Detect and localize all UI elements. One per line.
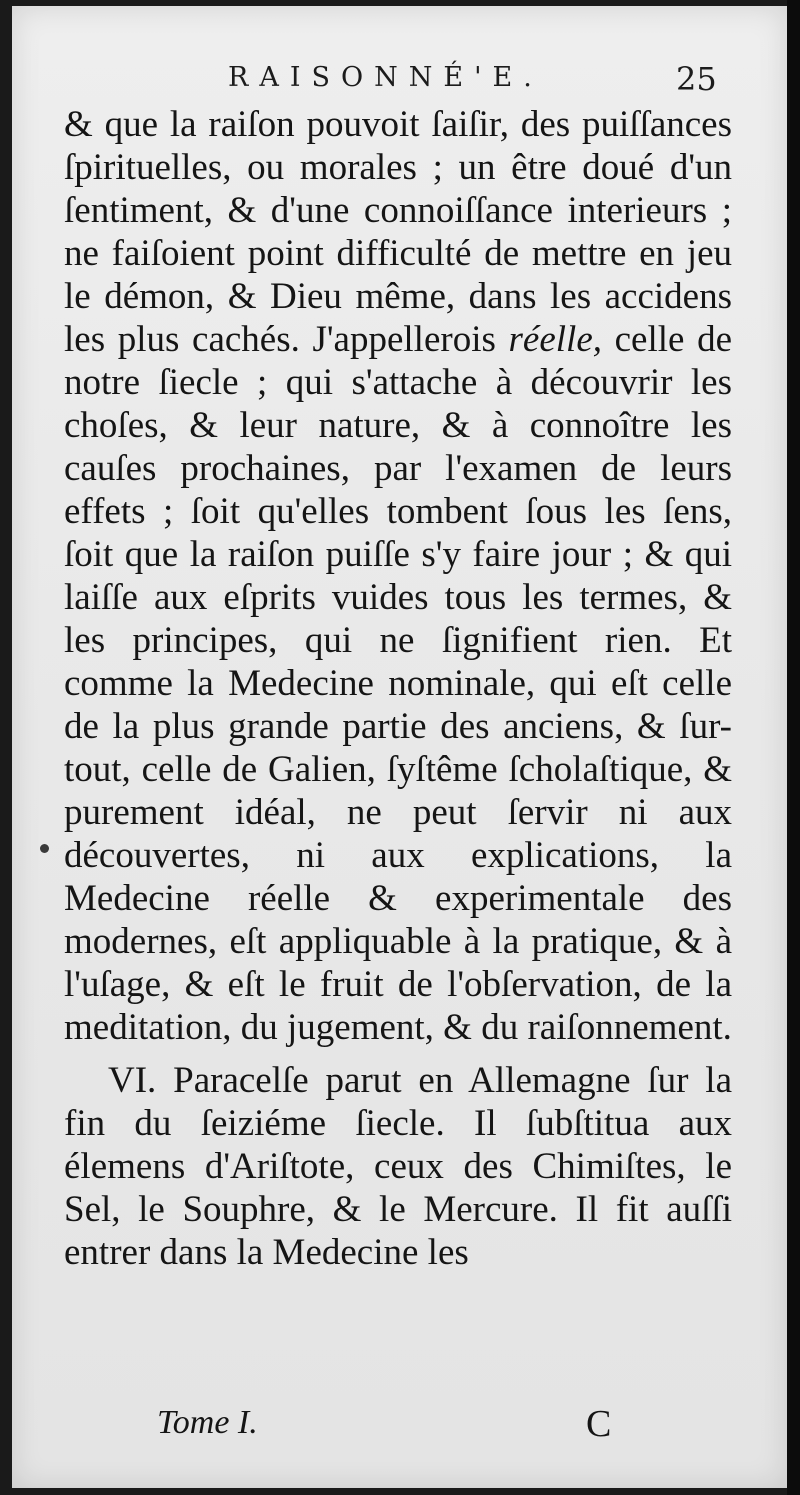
volume-label: Tome I.	[157, 1404, 258, 1441]
page-footer	[12, 1404, 787, 1454]
margin-ink-dot	[40, 844, 49, 853]
running-title: RAISONNÉ'E.	[228, 62, 543, 93]
italic-term: réelle,	[508, 319, 602, 360]
scan-edge	[787, 0, 800, 1495]
body-text	[64, 103, 732, 1274]
book-page	[12, 6, 787, 1488]
paragraph-1-end: celle de notre ſiecle ; qui s'attache à découvrir les choſes, & leur nature, & à connoître les cauſes prochaines, par l'examen de leurs effets ; ſoit qu'elles tombent ſous les ſens, ſoit que la raiſon puiſſe s'y faire jour ; & qui laiſſe aux eſprits vuides tous les termes, & les principes, qui ne ſignifient rien. Et comme la Medecine nominale, qui eſt celle de la plus grande partie des anciens, & ſur-tout, celle de Galien, ſyſtême ſcholaſtique, & purement idéal, ne peut ſervir ni aux découvertes, ni aux explications, la Medecine réelle & experimentale des modernes, eſt appliquable à la pratique, & à l'uſage, & eſt le fruit de l'obſervation, de la meditation, du jugement, & du raiſonnement.	[64, 319, 732, 1048]
page-header	[12, 60, 787, 104]
paragraph-1	[64, 103, 732, 1049]
signature-mark: C	[586, 1403, 612, 1445]
paragraph-1-start: & que la raiſon pouvoit ſaiſir, des puiſſances ſpirituelles, ou morales ; un être doué d'un ſentiment, & d'une connoiſſance interieurs ; ne faiſoient point difficulté de mettre en jeu le démon, & Dieu même, dans les accidens les plus cachés. J'appellerois	[64, 104, 732, 360]
paragraph-2: VI. Paracelſe parut en Allemagne ſur la fin du ſeiziéme ſiecle. Il ſubſtitua aux élemens d'Ariſtote, ceux des Chimiſtes, le Sel, le Souphre, & le Mercure. Il fit auſſi entrer dans la Medecine les	[64, 1060, 732, 1273]
page-number: 25	[676, 60, 717, 98]
